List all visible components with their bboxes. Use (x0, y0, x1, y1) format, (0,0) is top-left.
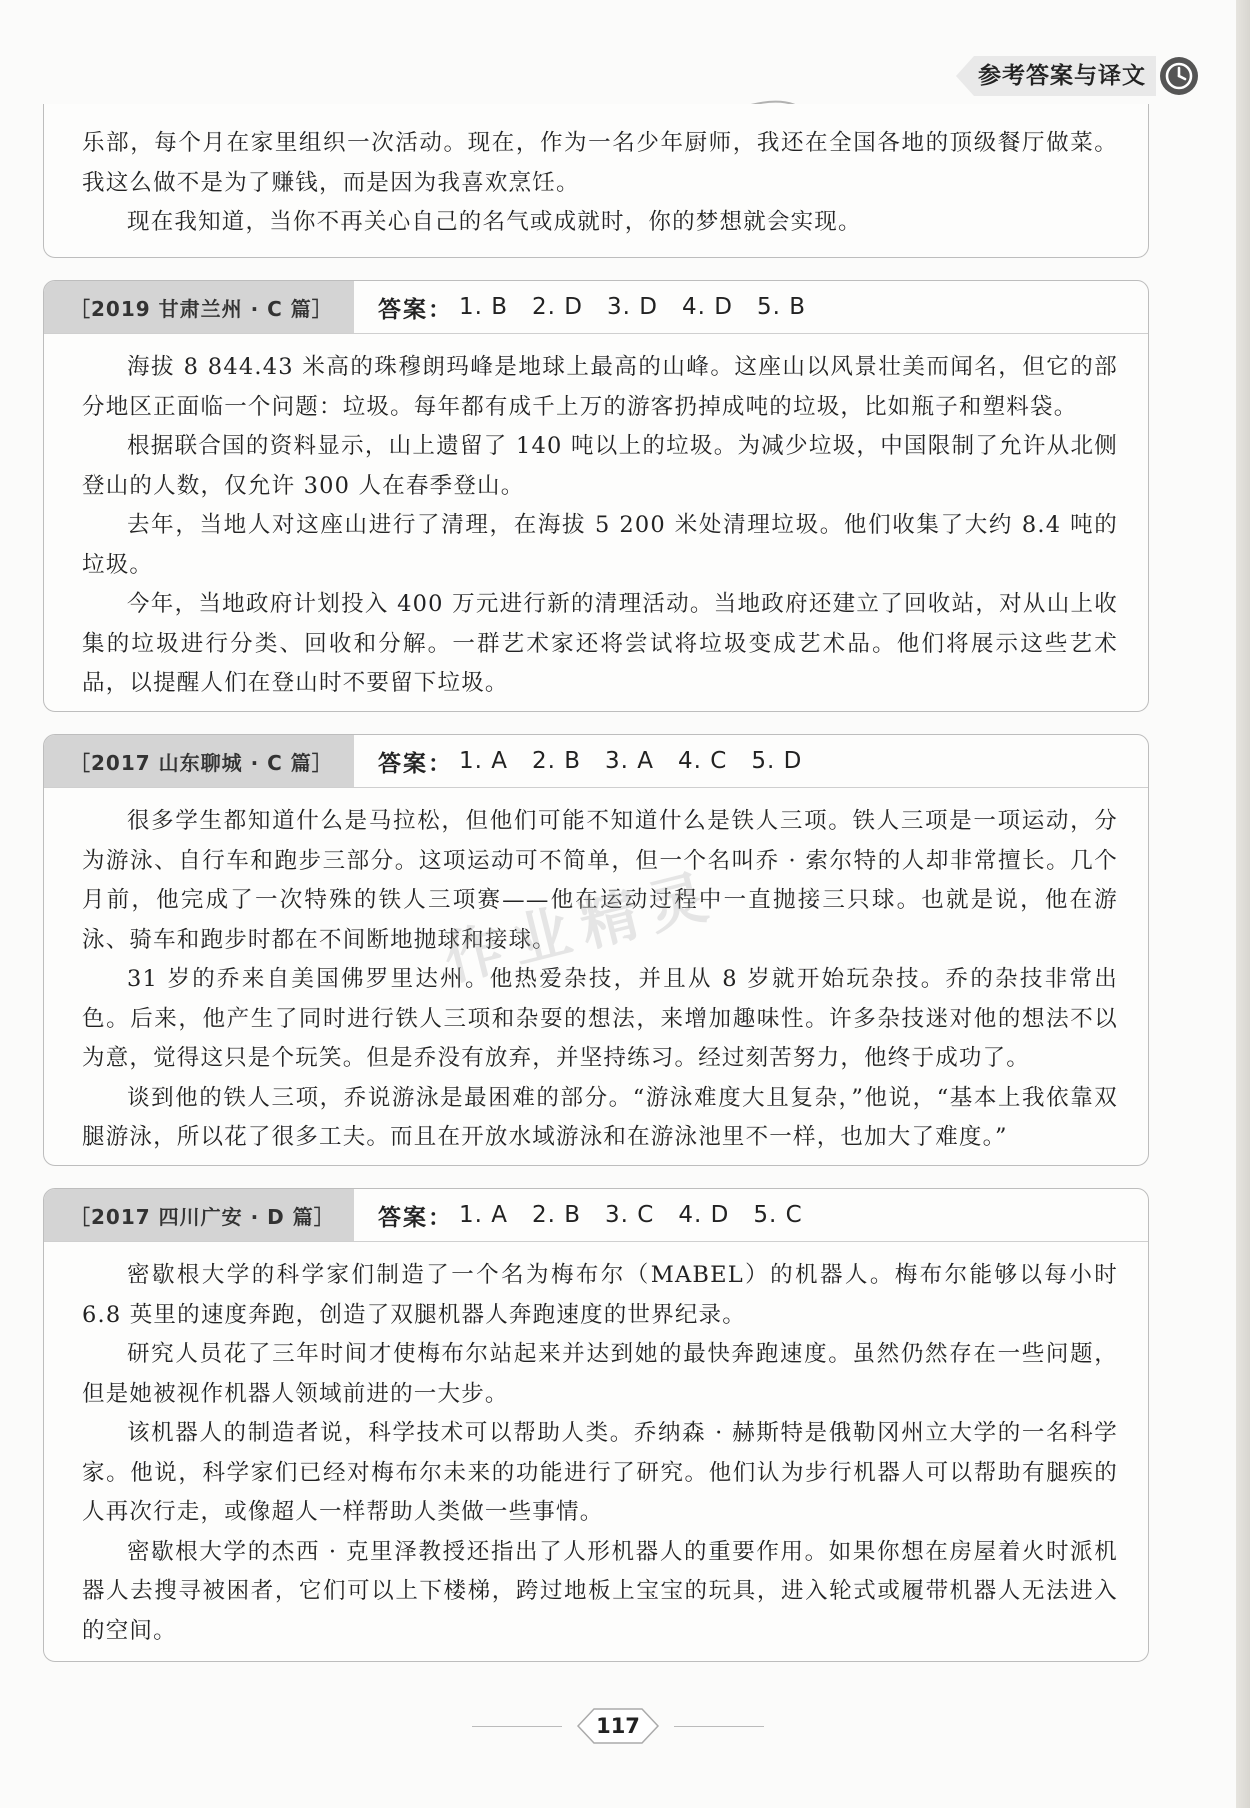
watermark: 作业精灵 (437, 859, 726, 994)
footer-rule-left (472, 1726, 562, 1727)
answer-item: 1. B (459, 294, 509, 320)
answer-key (354, 1199, 827, 1232)
paragraph: 海拔 8 844.43 米高的珠穆朗玛峰是地球上最高的山峰。这座山以风景壮美而闻名，但它的部分地区正面临一个问题：垃圾。每年都有成千上万的游客扔掉成吨的垃圾，比如瓶子和塑料袋。 (82, 354, 1118, 420)
translation-card-sichuan-guangan (43, 1188, 1149, 1662)
translation-card-gansu-lanzhou (43, 280, 1149, 712)
paragraph: 密歇根大学的杰西 · 克里泽教授还指出了人形机器人的重要作用。如果你想在房屋着火时派机器人去搜寻被困者，它们可以上下楼梯，跨过地板上宝宝的玩具，进入轮式或履带机器人无法进入的空间。 (82, 1538, 1118, 1644)
paragraph: 去年，当地人对这座山进行了清理，在海拔 5 200 米处清理垃圾。他们收集了大约 8.4 吨的垃圾。 (82, 512, 1118, 578)
answer-item: 3. D (607, 294, 658, 320)
section-header (956, 56, 1202, 96)
page-number-footer (0, 1705, 1236, 1747)
answer-item: 3. A (605, 748, 655, 774)
answer-key (354, 291, 830, 324)
paragraph: 该机器人的制造者说，科学技术可以帮助人类。乔纳森 · 赫斯特是俄勒冈州立大学的一名科学家。他说，科学家们已经对梅布尔未来的功能进行了研究。他们认为步行机器人可以帮助有腿疾的人再次行走，或像超人一样帮助人类做一些事情。 (82, 1420, 1118, 1525)
card-body (44, 788, 1148, 1158)
answer-item: 1. A (459, 1202, 508, 1228)
answer-item: 5. B (756, 294, 806, 320)
card-header (44, 1189, 1148, 1242)
page-number: 117 (596, 1714, 640, 1738)
answer-item: 2. D (532, 294, 584, 320)
paragraph: 谈到他的铁人三项，乔说游泳是最困难的部分。“游泳难度大且复杂，”他说，“基本上我依靠双腿游泳，所以花了很多工夫。而且在开放水域游泳和在游泳池里不一样，也加大了难度。” (82, 1084, 1118, 1150)
translation-card-continued (43, 104, 1149, 258)
answer-item: 5. C (753, 1202, 803, 1228)
card-body (44, 1242, 1148, 1651)
answer-item: 4. C (678, 748, 728, 774)
answer-label: 答案： (378, 750, 453, 777)
paragraph: 31 岁的乔来自美国佛罗里达州。他热爱杂技，并且从 8 岁就开始玩杂技。乔的杂技非常出色。后来，他产生了同时进行铁人三项和杂耍的想法，来增加趣味性。许多杂技迷对他的想法不以为意，觉得这只是个玩笑。但是乔没有放弃，并坚持练习。经过刻苦努力，他终于成功了。 (82, 966, 1118, 1071)
answer-key (354, 745, 826, 778)
answer-item: 4. D (678, 1202, 730, 1228)
answer-item: 1. A (459, 748, 508, 774)
card-body (44, 334, 1148, 704)
paragraph: 密歇根大学的科学家们制造了一个名为梅布尔（MABEL）的机器人。梅布尔能够以每小时 6.8 英里的速度奔跑，创造了双腿机器人奔跑速度的世界纪录。 (82, 1262, 1118, 1328)
answer-item: 5. D (751, 748, 803, 774)
answer-label: 答案： (378, 1204, 453, 1231)
paragraph: 根据联合国的资料显示，山上遗留了 140 吨以上的垃圾。为减少垃圾，中国限制了允许从北侧登山的人数，仅允许 300 人在春季登山。 (82, 433, 1118, 499)
answer-label: 答案： (378, 296, 453, 323)
card-body (44, 104, 1148, 243)
passage-source-tag: ［2019 甘肃兰州 · C 篇］ (44, 281, 354, 333)
page-edge (1236, 0, 1250, 1808)
card-header (44, 281, 1148, 334)
paragraph: 乐部，每个月在家里组织一次活动。现在，作为一名少年厨师，我还在全国各地的顶级餐厅做菜。我这么做不是为了赚钱，而是因为我喜欢烹饪。 (82, 130, 1118, 196)
section-title: 参考答案与译文 (974, 56, 1156, 96)
clock-icon (1160, 57, 1198, 95)
answer-item: 2. B (532, 748, 582, 774)
paragraph: 研究人员花了三年时间才使梅布尔站起来并达到她的最快奔跑速度。虽然仍然存在一些问题，但是她被视作机器人领域前进的一大步。 (82, 1341, 1118, 1407)
answer-item: 4. D (681, 294, 733, 320)
paragraph: 现在我知道，当你不再关心自己的名气或成就时，你的梦想就会实现。 (127, 209, 862, 235)
passage-source-tag: ［2017 四川广安 · D 篇］ (44, 1189, 354, 1241)
passage-source-tag: ［2017 山东聊城 · C 篇］ (44, 735, 354, 787)
footer-rule-right (674, 1726, 764, 1727)
page-number-badge (572, 1705, 664, 1747)
paragraph: 今年，当地政府计划投入 400 万元进行新的清理活动。当地政府还建立了回收站，对从山上收集的垃圾进行分类、回收和分解。一群艺术家还将尝试将垃圾变成艺术品。他们将展示这些艺术品，以提醒人们在登山时不要留下垃圾。 (82, 591, 1118, 696)
paragraph: 很多学生都知道什么是马拉松，但他们可能不知道什么是铁人三项。铁人三项是一项运动，分为游泳、自行车和跑步三部分。这项运动可不简单，但一个名叫乔 · 索尔特的人却非常擅长。几个月前，他完成了一次特殊的铁人三项赛——他在运动过程中一直抛接三只球。也就是说，他在游泳、骑车和跑步时都在不间断地抛球和接球。 (82, 808, 1118, 953)
card-header (44, 735, 1148, 788)
header-chevron (956, 56, 974, 96)
answer-item: 2. B (532, 1202, 582, 1228)
answer-item: 3. C (605, 1202, 655, 1228)
